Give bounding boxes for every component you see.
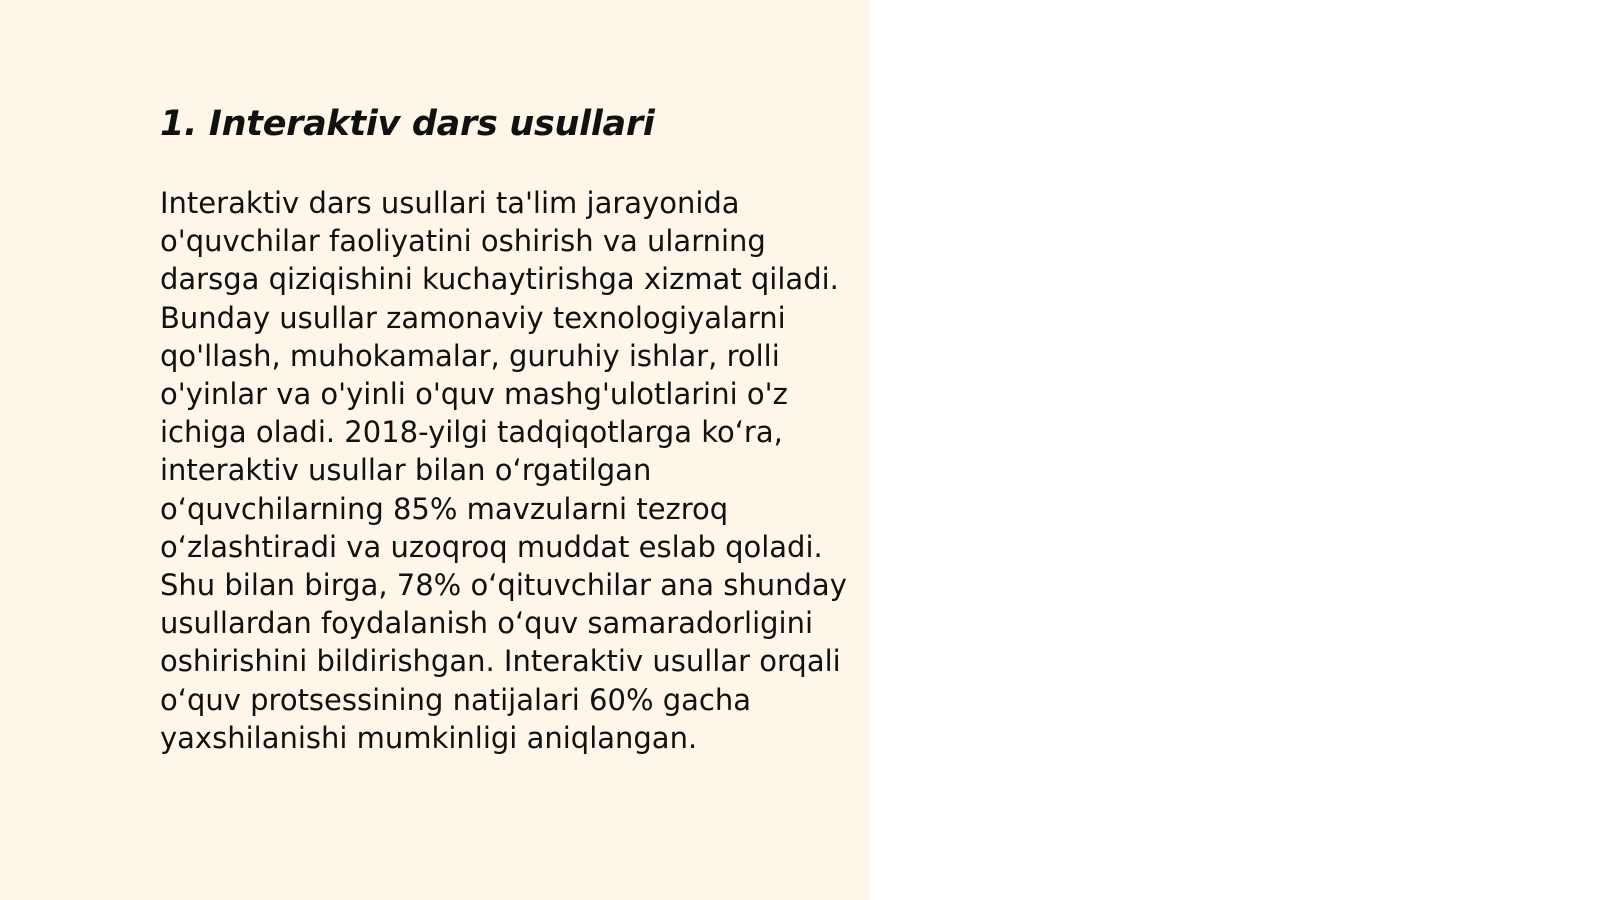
slide-body-text: Interaktiv dars usullari ta'lim jarayonida o'quvchilar faoliyatini oshirish va ularning darsga qiziqishini kuchaytirishga xizmat qiladi. Bunday usullar zamonaviy texnologiyalarni qo'llash, muhokamalar, guruhiy ishlar, rolli o'yinlar va o'yinli o'quv mashg'ulotlarini o'z ichiga oladi. 2018-yilgi tadqiqotlarga koʻra, interaktiv usullar bilan oʻrgatilgan oʻquvchilarning 85% mavzularni tezroq oʻzlashtiradi va uzoqroq muddat eslab qoladi. Shu bilan birga, 78% oʻqituvchilar ana shunday usullardan foydalanish oʻquv samaradorligini oshirishini bildirishgan. Interaktiv usullar orqali oʻquv protsessining natijalari 60% gacha yaxshilanishi mumkinligi aniqlangan.	[160, 186, 847, 755]
image-panel	[870, 0, 1600, 900]
slide-title: 1. Interaktiv dars usullari	[160, 104, 655, 144]
